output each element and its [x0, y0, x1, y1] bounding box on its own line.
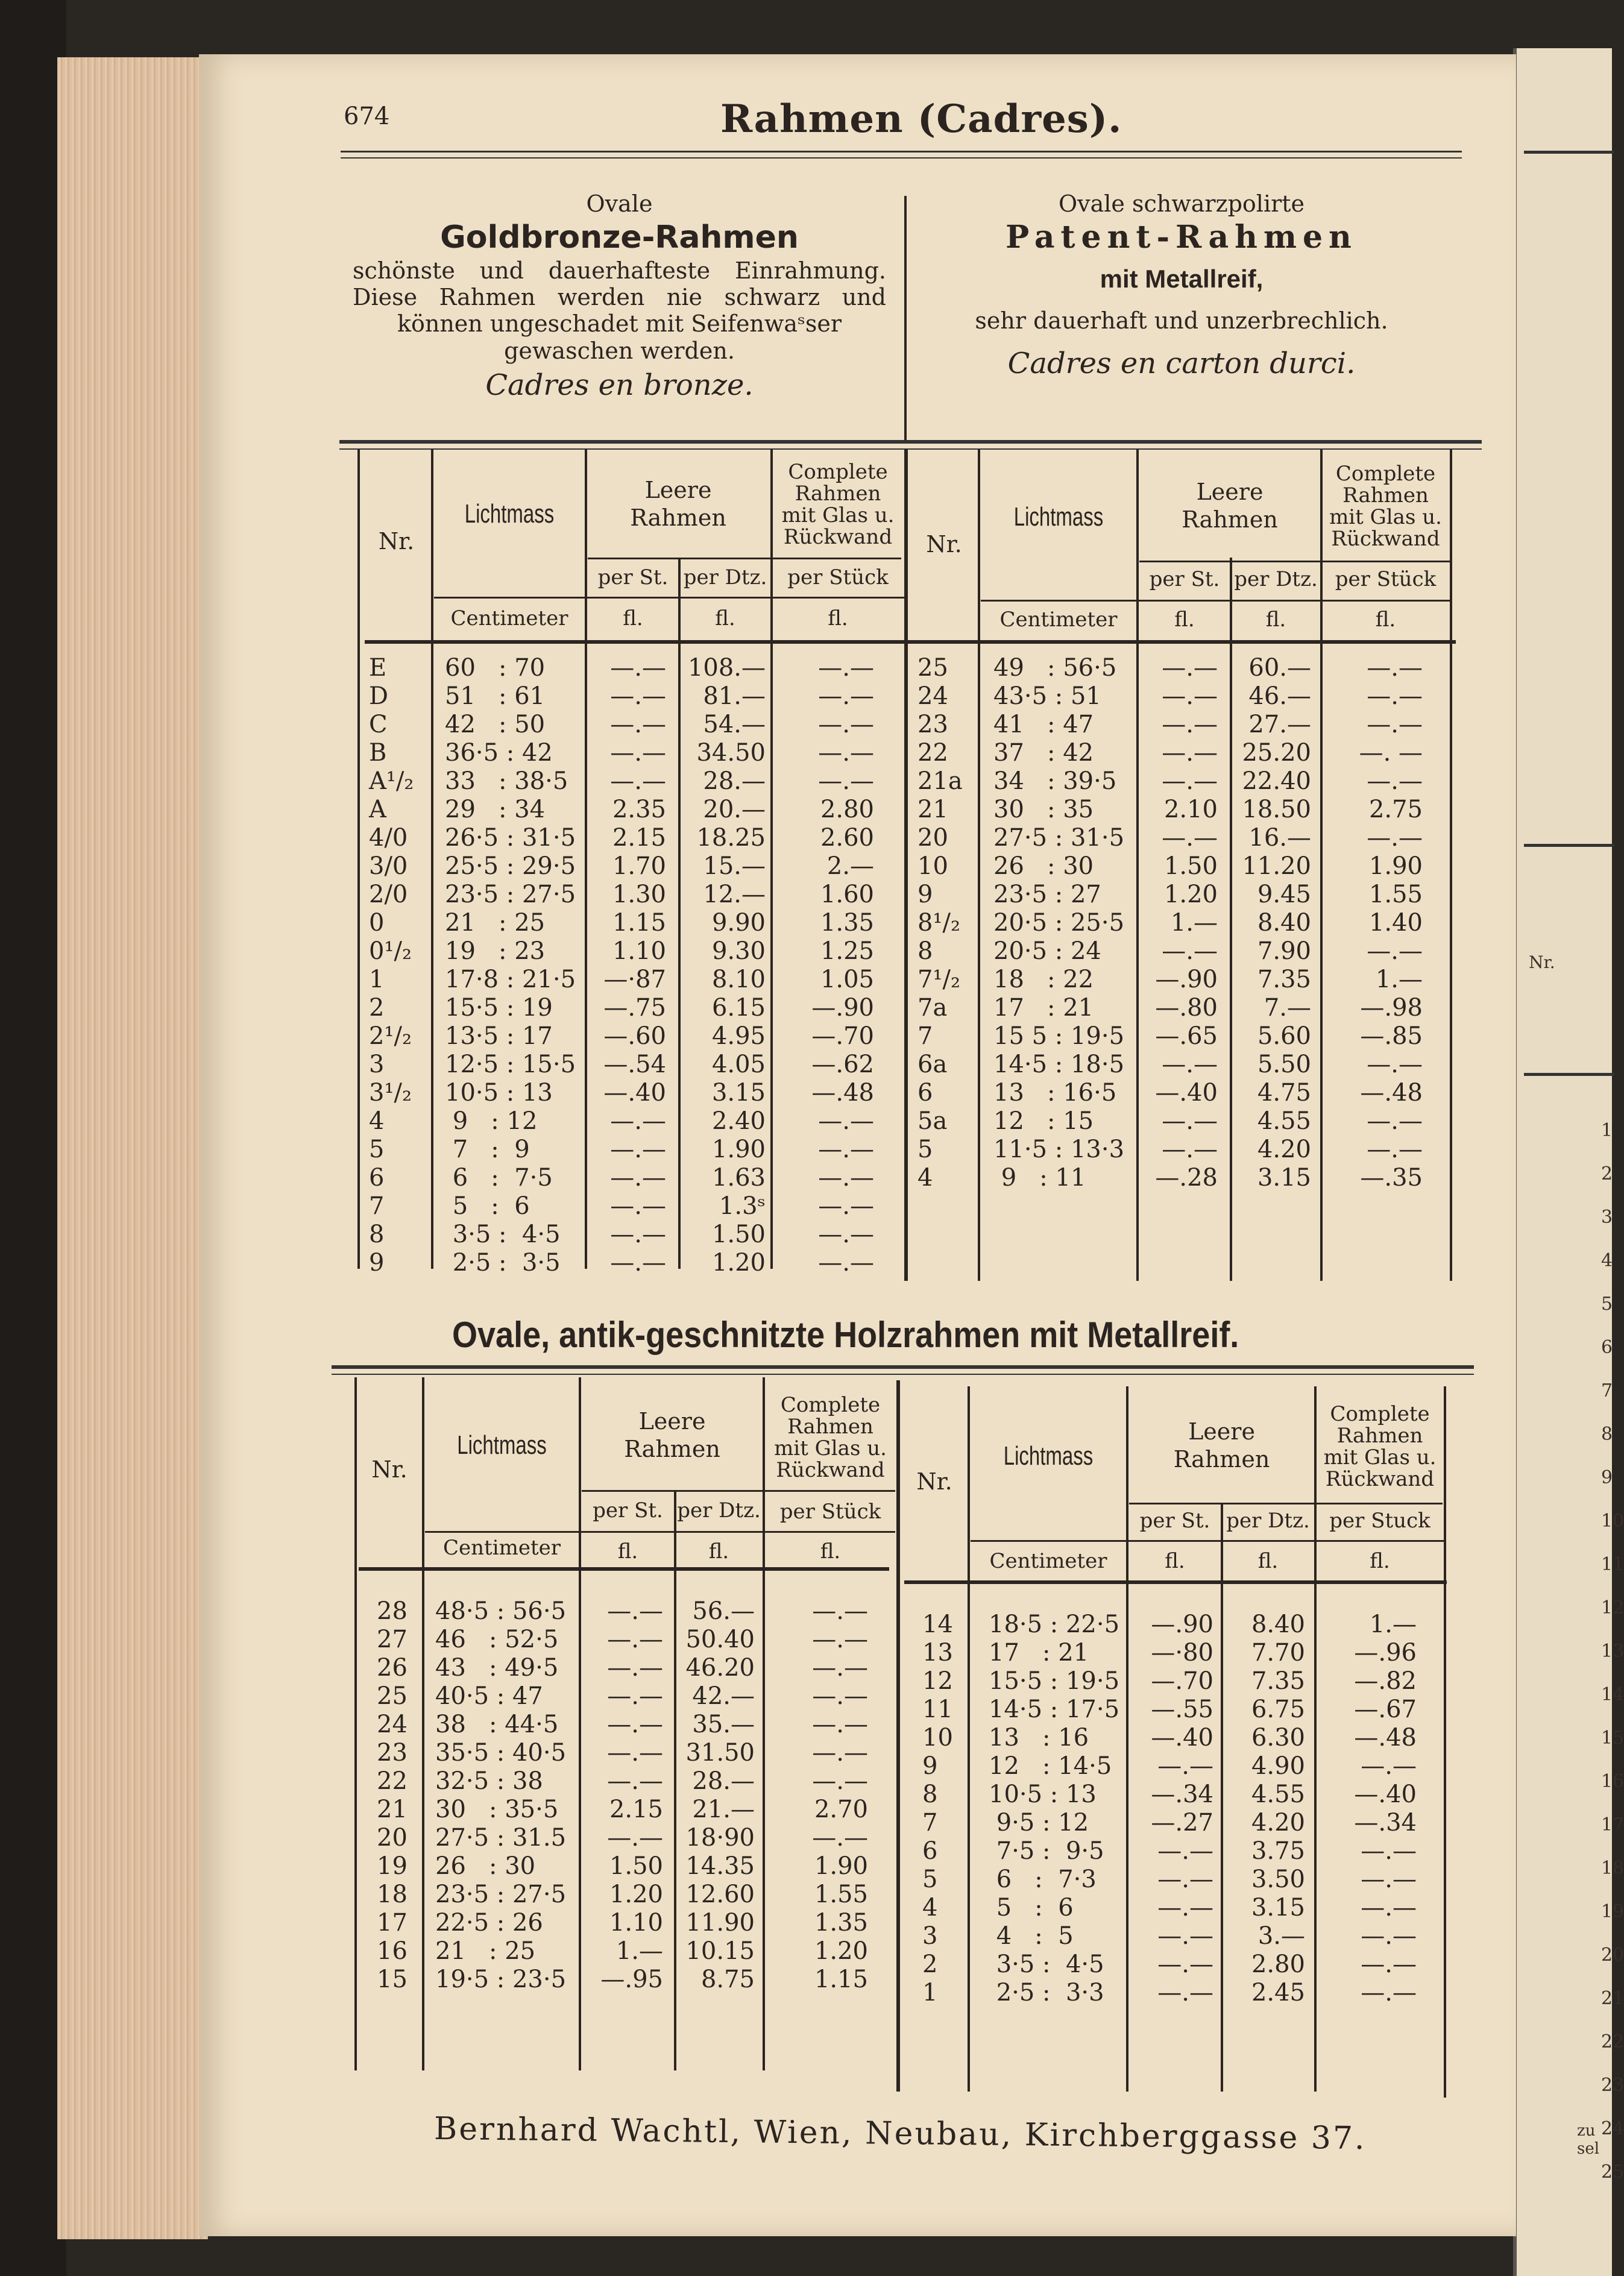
centimeter-header: Centimeter [999, 608, 1118, 632]
gold-description-end: gewaschen werden. [504, 338, 735, 364]
complete-line3: mit Glas u. [1323, 1445, 1437, 1470]
header-subrule [588, 558, 901, 559]
header-bottom-rule [359, 1567, 889, 1571]
table-top-rule [339, 440, 1482, 450]
table4-per-st-column: —.90 —·80 —.70 —.55 —.40 —.— —.34 —.27 —.— —.— —.— —.— —.— —.— [1151, 1611, 1213, 2007]
complete-line2: Rahmen [787, 1415, 873, 1439]
table2-lichtmass-column: 49 : 56·5 43·5 : 51 41 : 47 37 : 42 34 : 39·5 30 : 35 27·5 : 31·5 26 : 30 23·5 : 27 20·5 : 25·5 20·5 : 24 18 : 22 17 : 21 15 5 : 19·5 14·5 : 18·5 13 : 16·5 12 : 15 11·5 : 13·3 9 : 11 [993, 654, 1125, 1192]
patent-subheading: mit Metallreif, [1100, 265, 1264, 293]
gold-line1: Ovale [586, 190, 653, 217]
table1-nr-column: E D C B A¹/₂ A 4/0 3/0 2/0 0 0¹/₂ 1 2 2¹/₂ 3 3¹/₂ 4 5 6 7 8 9 [369, 654, 414, 1277]
lichtmass-header: Lichtmass [457, 1430, 547, 1460]
patent-heading: Patent-Rahmen [1006, 219, 1358, 256]
leere-line2: Rahmen [1173, 1446, 1270, 1473]
header-bottom-rule [904, 1580, 1447, 1584]
table-divider [896, 1380, 900, 2092]
header-subrule [425, 1531, 895, 1533]
leere-line2: Rahmen [1182, 506, 1278, 533]
per-st-header: per St. [1149, 567, 1220, 591]
centimeter-header: Centimeter [989, 1549, 1107, 1573]
table-divider [904, 449, 908, 1281]
per-dtz-header: per Dtz. [677, 1498, 761, 1523]
table-line [1450, 449, 1452, 1281]
complete-header [1321, 463, 1450, 550]
table-line [1230, 558, 1232, 1281]
table-line [1126, 1386, 1128, 2092]
table4-nr-column: 14 13 12 11 10 9 8 7 6 5 4 3 2 1 [922, 1611, 953, 2007]
table4-complete-column: 1.— —.96 —.82 —.67 —.48 —.— —.40 —.34 —.— —.— —.— —.— —.— —.— [1354, 1611, 1417, 2007]
header-subrule [981, 600, 1451, 602]
table-line [579, 1377, 581, 2070]
patent-description: sehr dauerhaft und unzerbrechlich. [975, 307, 1388, 334]
fl-header: fl. [1265, 608, 1286, 632]
next-page-rule [1524, 1073, 1614, 1076]
complete-line4: Rückwand [1325, 1467, 1435, 1491]
leere-line2: Rahmen [624, 1436, 720, 1462]
table-line [968, 1386, 970, 2092]
fl-header: fl. [1257, 1549, 1279, 1573]
fl-header: fl. [623, 606, 643, 630]
table4-per-dtz-column: 8.40 7.70 7.35 6.75 6.30 4.90 4.55 4.20 3.75 3.50 3.15 3.— 2.80 2.45 [1251, 1611, 1305, 2007]
fl-header: fl. [715, 606, 735, 630]
table-line [678, 558, 681, 1269]
gold-french: Cadres en bronze. [485, 368, 754, 402]
leere-line2: Rahmen [630, 505, 726, 531]
complete-line2: Rahmen [1336, 1424, 1423, 1448]
leere-header [582, 1407, 763, 1463]
table-line [1221, 1504, 1223, 2092]
complete-line4: Rückwand [783, 525, 893, 549]
table2-per-dtz-column: 60.— 46.— 27.— 25.20 22.40 18.50 16.— 11.20 9.45 8.40 7.90 7.35 7.— 5.60 5.50 4.75 4.55 4.20 3.15 [1242, 654, 1311, 1192]
per-st-header: per St. [597, 565, 669, 589]
complete-line2: Rahmen [1342, 483, 1429, 508]
per-dtz-header: per Dtz. [683, 565, 767, 589]
table1-lichtmass-column: 60 : 70 51 : 61 42 : 50 36·5 : 42 33 : 38·5 29 : 34 26·5 : 31·5 25·5 : 29·5 23·5 : 27·5 21 : 25 19 : 23 17·8 : 21·5 15·5 : 19 13·5 : 17 12·5 : 15·5 10·5 : 13 9 : 12 7 : 9 6 : 7·5 5 : 6 3·5 : 4·5 2·5 : 3·5 [445, 654, 576, 1277]
table-line [1444, 1386, 1446, 2098]
complete-line1: Complete [1335, 462, 1436, 486]
nr-header: Nr. [916, 1468, 952, 1495]
header-subrule [1139, 561, 1450, 562]
lichtmass-header: Lichtmass [1003, 1441, 1094, 1471]
leere-header [1139, 478, 1320, 533]
complete-header [764, 1394, 896, 1481]
table1-complete-column: —.— —.— —.— —.— —.— 2.80 2.60 2.— 1.60 1.35 1.25 1.05 —.90 —.70 —.62 —.48 —.— —.— —.— —.— —.— —.— [811, 654, 874, 1277]
table-line [1136, 449, 1139, 1281]
fl-header: fl. [828, 606, 848, 630]
table2-per-st-column: —.— —.— —.— —.— —.— 2.10 —.— 1.50 1.20 1.— —.— —.90 —.80 —.65 —.— —.40 —.— —.— —.28 [1155, 654, 1218, 1192]
next-page-rule [1524, 151, 1614, 154]
table3-nr-column: 28 27 26 25 24 23 22 21 20 19 18 17 16 15 [377, 1597, 408, 1993]
per-st-header: per St. [593, 1498, 663, 1523]
table3-lichtmass-column: 48·5 : 56·5 46 : 52·5 43 : 49·5 40·5 : 47 38 : 44·5 35·5 : 40·5 32·5 : 38 30 : 35·5 27·5 : 31.5 26 : 30 23·5 : 27·5 22·5 : 26 21 : 25 19·5 : 23·5 [435, 1597, 567, 1993]
fl-header: fl. [708, 1539, 729, 1564]
complete-line3: mit Glas u. [1329, 505, 1442, 529]
next-page-fragment [1513, 48, 1624, 2276]
fl-header: fl. [1174, 608, 1195, 632]
patent-french: Cadres en carton durci. [1007, 347, 1356, 380]
table-line [354, 1377, 357, 2070]
leere-line1: Leere [1188, 1418, 1255, 1445]
table-line [431, 449, 433, 1269]
per-dtz-header: per Dtz. [1234, 567, 1318, 591]
fl-header: fl. [820, 1539, 841, 1564]
table-line [357, 449, 360, 1269]
section-heading: Ovale, antik-geschnitzte Holzrahmen mit Metallreif. [452, 1315, 1239, 1355]
title-rule [341, 151, 1462, 159]
gold-description: schönste und dauerhafteste Einrahmung. Diese Rahmen werden nie schwarz und können ungeschadet mit Seifenwaˢser [353, 257, 886, 337]
complete-line3: mit Glas u. [781, 503, 895, 527]
header-subrule [434, 597, 904, 599]
intro-divider [904, 196, 907, 440]
patent-line1: Ovale schwarzpolirte [1058, 190, 1305, 217]
fl-header: fl. [1375, 608, 1396, 632]
complete-line4: Rückwand [1331, 527, 1440, 551]
gold-heading: Goldbronze-Rahmen [440, 219, 799, 256]
table3-complete-column: —.— —.— —.— —.— —.— —.— —.— 2.70 —.— 1.90 1.55 1.35 1.20 1.15 [812, 1597, 868, 1993]
header-subrule [971, 1540, 1444, 1542]
complete-line2: Rahmen [795, 482, 881, 506]
next-page-numbers: 1 2 3 4 5 6 7 8 9 10 11 12 13 14 15 16 17 18 19 20 21 22 23 24 25 [1601, 1120, 1624, 2183]
header-subrule [582, 1490, 895, 1492]
table-line [763, 1377, 765, 2070]
lichtmass-header: Lichtmass [1013, 502, 1104, 532]
leere-line1: Leere [638, 1408, 706, 1435]
fl-header: fl. [1165, 1549, 1185, 1573]
fl-header: fl. [617, 1539, 638, 1564]
complete-line4: Rückwand [776, 1458, 885, 1482]
complete-header [1316, 1403, 1444, 1490]
leere-header [1129, 1418, 1314, 1473]
next-page-rule [1524, 844, 1614, 847]
centimeter-header: Centimeter [443, 1536, 561, 1560]
complete-line1: Complete [788, 460, 888, 484]
gold-intro [353, 190, 886, 402]
publisher-footer: Bernhard Wachtl, Wien, Neubau, Kirchberggasse 37. [433, 2110, 1367, 2157]
leere-line1: Leere [1196, 479, 1264, 505]
per-stueck-header: per Stück [1335, 567, 1437, 591]
table2-complete-column: —.— —.— —.— —. — —.— 2.75 —.— 1.90 1.55 1.40 —.— 1.— —.98 —.85 —.— —.48 —.— —.— —.35 [1359, 654, 1423, 1192]
table-line [978, 449, 980, 1281]
per-stueck-header: per Stück [787, 565, 889, 589]
leere-header [588, 476, 769, 532]
centimeter-header: Centimeter [450, 606, 568, 630]
patent-intro [928, 190, 1435, 380]
table-line [1314, 1386, 1317, 2092]
table4-lichtmass-column: 18·5 : 22·5 17 : 21 15·5 : 19·5 14·5 : 17·5 13 : 16 12 : 14·5 10·5 : 13 9·5 : 12 7·5 : 9·5 6 : 7·3 5 : 6 4 : 5 3·5 : 4·5 2·5 : 3·3 [989, 1611, 1120, 2007]
table3-per-st-column: —.— —.— —.— —.— —.— —.— —.— 2.15 —.— 1.50 1.20 1.10 1.— —.95 [600, 1597, 663, 1993]
page-title: Rahmen (Cadres). [720, 96, 1122, 142]
header-subrule [1129, 1503, 1443, 1504]
per-stuck-header: per Stuck [1329, 1509, 1430, 1533]
next-page-nr: Nr. [1529, 952, 1555, 972]
next-page-text: zu sel [1577, 2122, 1600, 2158]
per-st-header: per St. [1139, 1509, 1210, 1533]
nr-header: Nr. [378, 528, 415, 555]
complete-line3: mit Glas u. [774, 1436, 887, 1460]
complete-line1: Complete [1330, 1402, 1430, 1426]
table2-nr-column: 25 24 23 22 21a 21 20 10 9 8¹/₂ 8 7¹/₂ 7a 7 6a 6 5a 5 4 [917, 654, 963, 1192]
fl-header: fl. [1370, 1549, 1390, 1573]
book-cover [0, 0, 66, 2276]
table-line [422, 1377, 424, 2070]
table-line [585, 449, 587, 1269]
table1-per-st-column: —.— —.— —.— —.— —.— 2.35 2.15 1.70 1.30 1.15 1.10 —·87 —.75 —.60 —.54 —.40 —.— —.— —.— —.— —.— —.— [603, 654, 666, 1277]
per-dtz-header: per Dtz. [1226, 1509, 1310, 1533]
complete-header [772, 461, 904, 548]
table1-per-dtz-column: 108.— 81.— 54.— 34.50 28.— 20.— 18.25 15.— 12.— 9.90 9.30 8.10 6.15 4.95 4.05 3.15 2.40 1.90 1.63 1.3ˢ 1.50 1.20 [687, 654, 766, 1277]
nr-header: Nr. [926, 531, 962, 558]
table-top-rule [332, 1365, 1474, 1375]
table3-per-dtz-column: 56.— 50.40 46.20 42.— 35.— 31.50 28.— 21.— 18·90 14.35 12.60 11.90 10.15 8.75 [685, 1597, 755, 1993]
per-stueck-header: per Stück [779, 1500, 881, 1524]
complete-line1: Complete [780, 1393, 881, 1417]
page-number: 674 [344, 102, 390, 130]
leere-line1: Leere [644, 477, 712, 503]
page-edges [57, 57, 208, 2239]
nr-header: Nr. [371, 1456, 408, 1483]
lichtmass-header: Lichtmass [464, 499, 555, 529]
header-bottom-rule [365, 640, 1456, 644]
